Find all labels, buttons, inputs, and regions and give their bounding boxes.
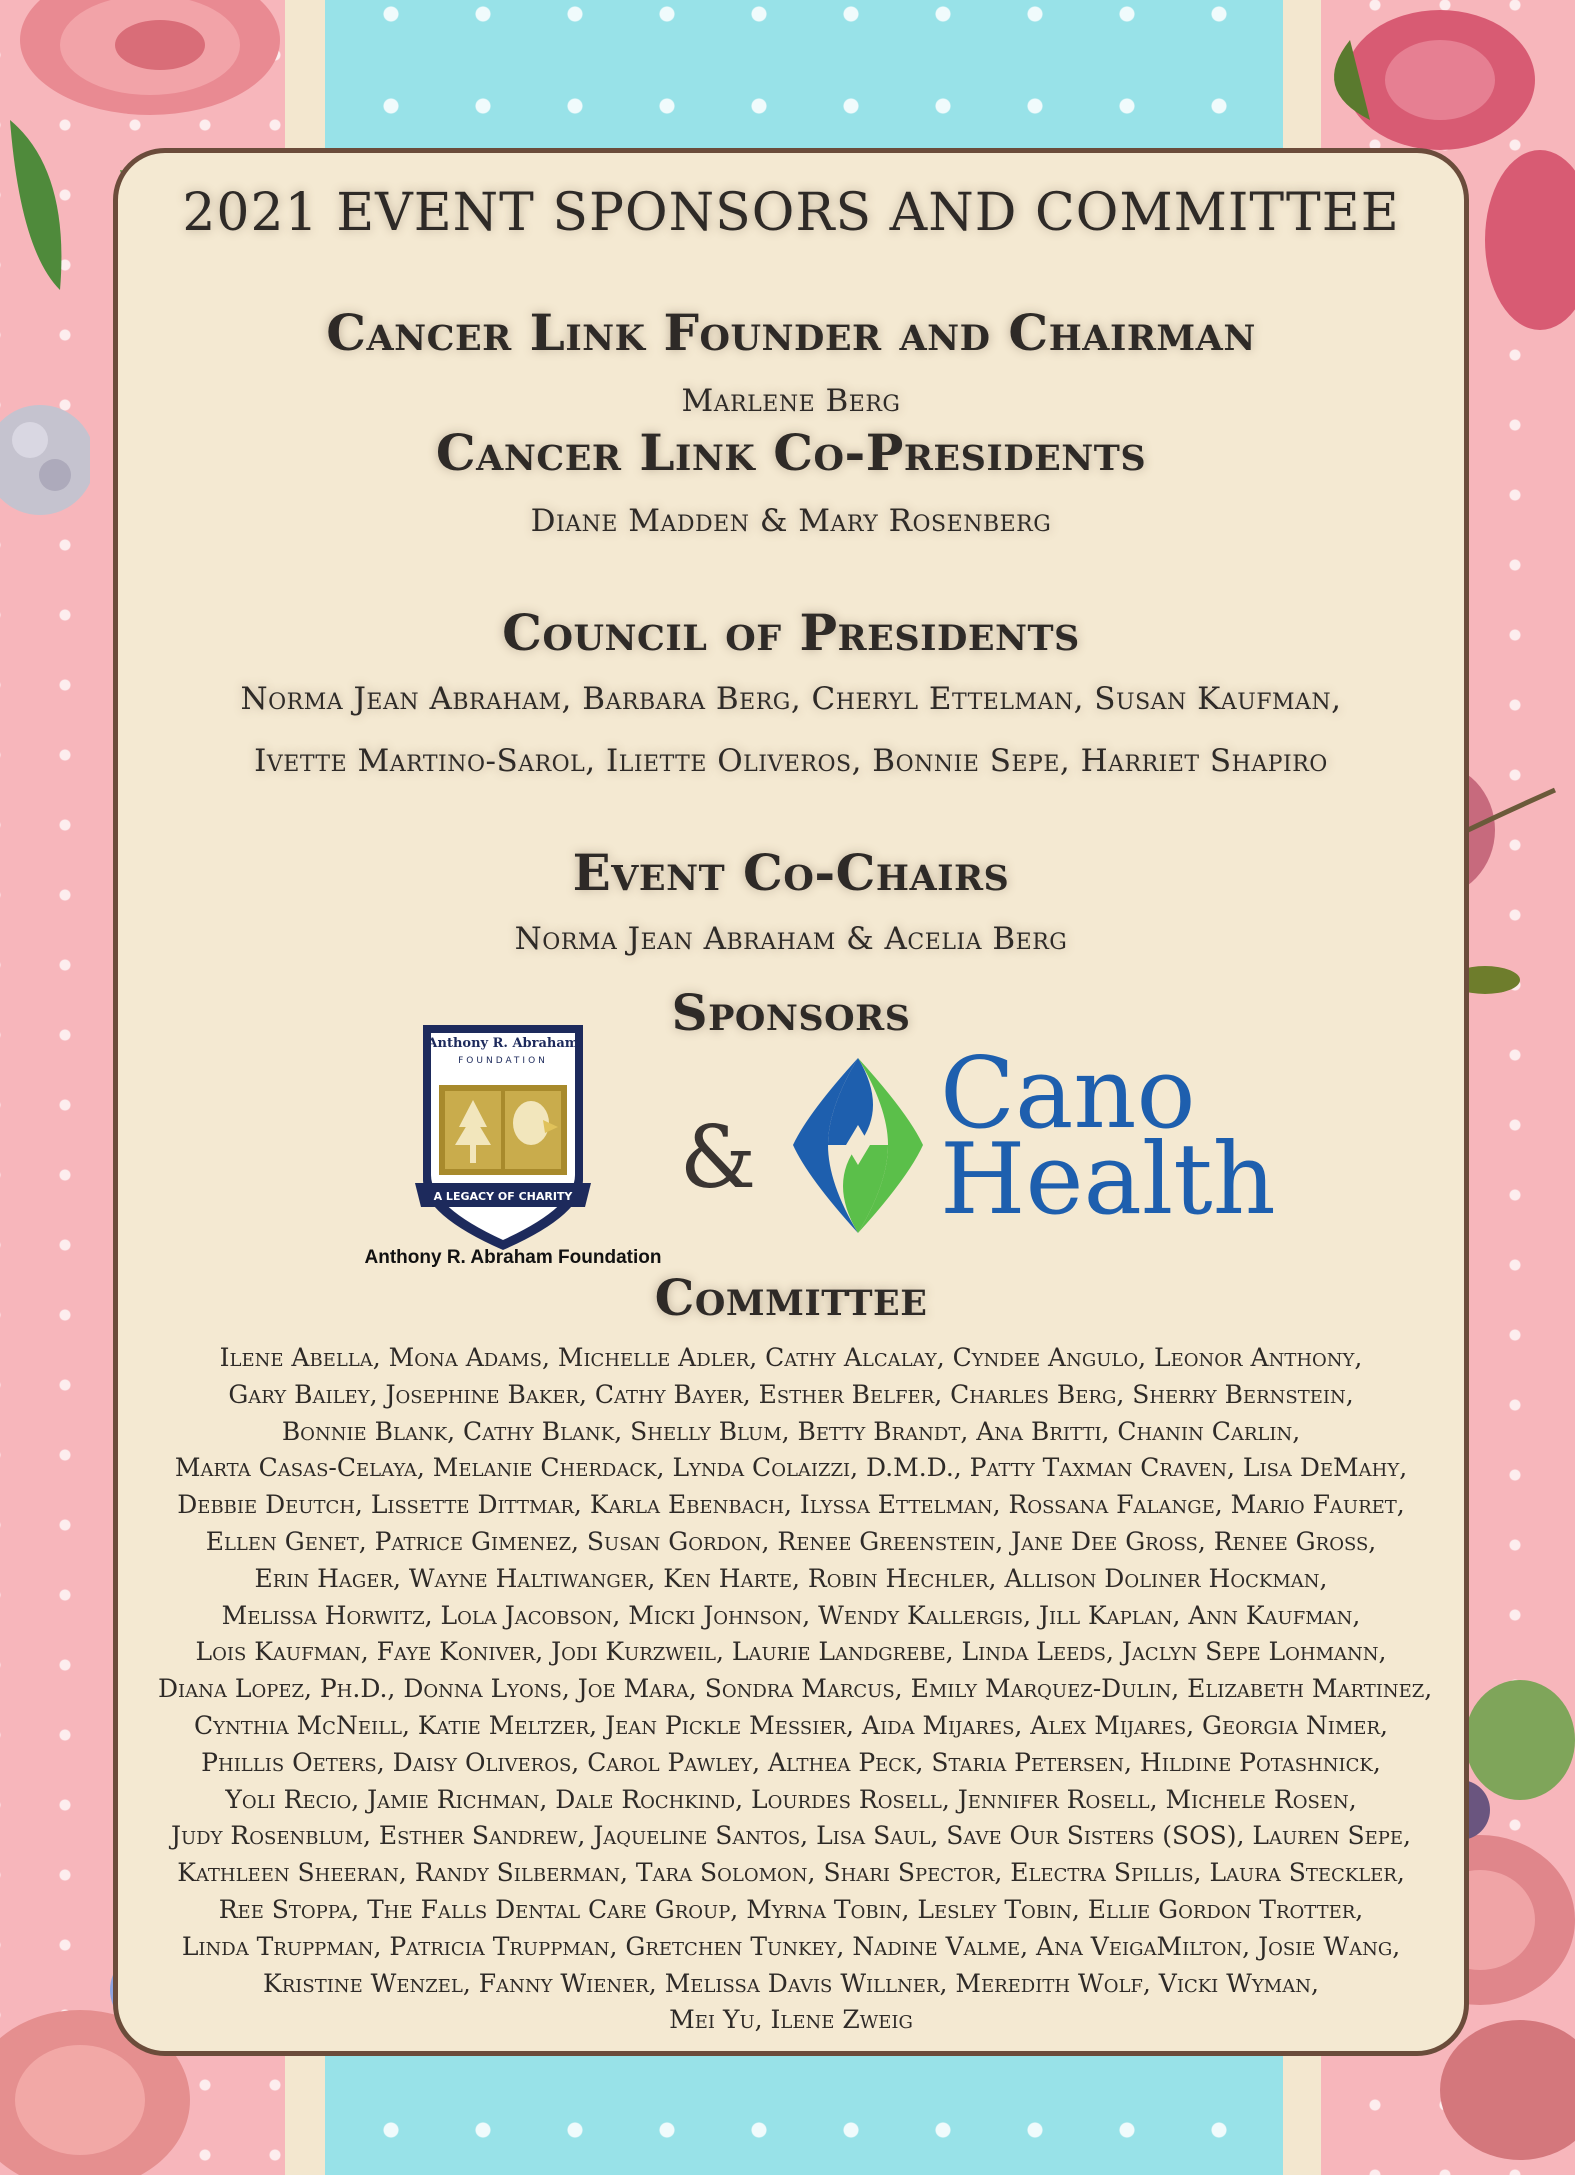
page-title: 2021 EVENT SPONSORS AND COMMITTEE: [182, 183, 1400, 243]
svg-text:A LEGACY OF CHARITY: A LEGACY OF CHARITY: [433, 1190, 573, 1203]
committee-line: Erin Hager, Wayne Haltiwanger, Ken Harte, Robin Hechler, Allison Doliner Hockman,: [254, 1563, 1328, 1593]
committee-line: Debbie Deutch, Lissette Dittmar, Karla Ebenbach, Ilyssa Ettelman, Rossana Falange, Mario Fauret,: [177, 1490, 1405, 1520]
arf-caption: Anthony R. Abraham Foundation: [364, 1247, 662, 1268]
committee-line: Mei Yu, Ilene Zweig: [669, 2005, 913, 2035]
hydrangea-left-decoration: [0, 370, 90, 550]
committee-line: Judy Rosenblum, Esther Sandrew, Jaqueline Santos, Lisa Saul, Save Our Sisters (SOS), Lauren Sepe,: [170, 1821, 1412, 1851]
committee-line: Melissa Horwitz, Lola Jacobson, Micki Johnson, Wendy Kallergis, Jill Kaplan, Ann Kaufman,: [221, 1600, 1361, 1630]
copresidents-names: Diane Madden & Mary Rosenberg: [530, 503, 1052, 539]
committee-heading: Committee: [654, 1268, 928, 1327]
sponsors-ampersand: &: [679, 1108, 757, 1208]
committee-line: Bonnie Blank, Cathy Blank, Shelly Blum, Betty Brandt, Ana Britti, Chanin Carlin,: [281, 1416, 1301, 1446]
committee-line: Phillis Oeters, Daisy Oliveros, Carol Pawley, Althea Peck, Staria Petersen, Hildine Potashnick,: [201, 1747, 1381, 1777]
committee-line: Cynthia McNeill, Katie Meltzer, Jean Pickle Messier, Aida Mijares, Alex Mijares, Georgia Nimer,: [194, 1710, 1388, 1740]
committee-line: Kristine Wenzel, Fanny Wiener, Melissa Davis Willner, Meredith Wolf, Vicki Wyman,: [263, 1968, 1319, 1998]
founder-heading: Cancer Link Founder and Chairman: [326, 303, 1256, 362]
committee-line: Yoli Recio, Jamie Richman, Dale Rochkind, Lourdes Rosell, Jennifer Rosell, Michele Rosen,: [225, 1784, 1357, 1814]
cochairs-heading: Event Co-Chairs: [572, 843, 1010, 902]
council-names-line-1: Norma Jean Abraham, Barbara Berg, Cheryl Ettelman, Susan Kaufman,: [240, 681, 1342, 717]
sponsors-card: [113, 148, 1469, 2056]
svg-text:FOUNDATION: FOUNDATION: [458, 1056, 548, 1066]
sponsors-heading: Sponsors: [671, 983, 911, 1042]
committee-line: Gary Bailey, Josephine Baker, Cathy Bayer, Esther Belfer, Charles Berg, Sherry Bernstein,: [228, 1379, 1354, 1409]
cochairs-names: Norma Jean Abraham & Acelia Berg: [514, 921, 1068, 957]
cano-wordmark-line-2: Health: [940, 1123, 1276, 1237]
arf-logo-text: Anthony R. Abraham: [427, 1036, 579, 1051]
council-heading: Council of Presidents: [502, 603, 1080, 662]
founder-names: Marlene Berg: [681, 383, 901, 419]
cano-wordmark-line-1: Cano: [940, 1037, 1196, 1151]
council-names-line-2: Ivette Martino-Sarol, Iliette Oliveros, Bonnie Sepe, Harriet Shapiro: [254, 743, 1328, 779]
committee-line: Kathleen Sheeran, Randy Silberman, Tara Solomon, Shari Spector, Electra Spillis, Laura Steckler,: [177, 1858, 1405, 1888]
committee-line: Lois Kaufman, Faye Koniver, Jodi Kurzweil, Laurie Landgrebe, Linda Leeds, Jaclyn Sepe Lohmann,: [195, 1637, 1387, 1667]
committee-line: Linda Truppman, Patricia Truppman, Gretchen Tunkey, Nadine Valme, Ana VeigaMilton, Josie Wang,: [181, 1931, 1401, 1961]
copresidents-heading: Cancer Link Co-Presidents: [435, 423, 1147, 482]
committee-line: Ellen Genet, Patrice Gimenez, Susan Gordon, Renee Greenstein, Jane Dee Gross, Renee Gross,: [205, 1526, 1377, 1556]
cano-health-wordmark: [940, 1037, 1276, 1237]
committee-list: [158, 1340, 1433, 2039]
committee-line: Ilene Abella, Mona Adams, Michelle Adler, Cathy Alcalay, Cyndee Angulo, Leonor Anthony,: [219, 1343, 1363, 1372]
anthony-r-abraham-foundation-logo: [363, 1015, 663, 1265]
committee-line: Diana Lopez, Ph.D., Donna Lyons, Joe Mara, Sondra Marcus, Emily Marquez-Dulin, Elizabeth Martinez,: [158, 1674, 1433, 1704]
committee-line: Marta Casas-Celaya, Melanie Cherdack, Lynda Colaizzi, D.M.D., Patty Taxman Craven, Lisa DeMahy,: [174, 1453, 1408, 1483]
cano-health-logo-mark: [788, 1053, 928, 1238]
committee-line: Ree Stoppa, The Falls Dental Care Group, Myrna Tobin, Lesley Tobin, Ellie Gordon Trotter,: [218, 1894, 1364, 1924]
